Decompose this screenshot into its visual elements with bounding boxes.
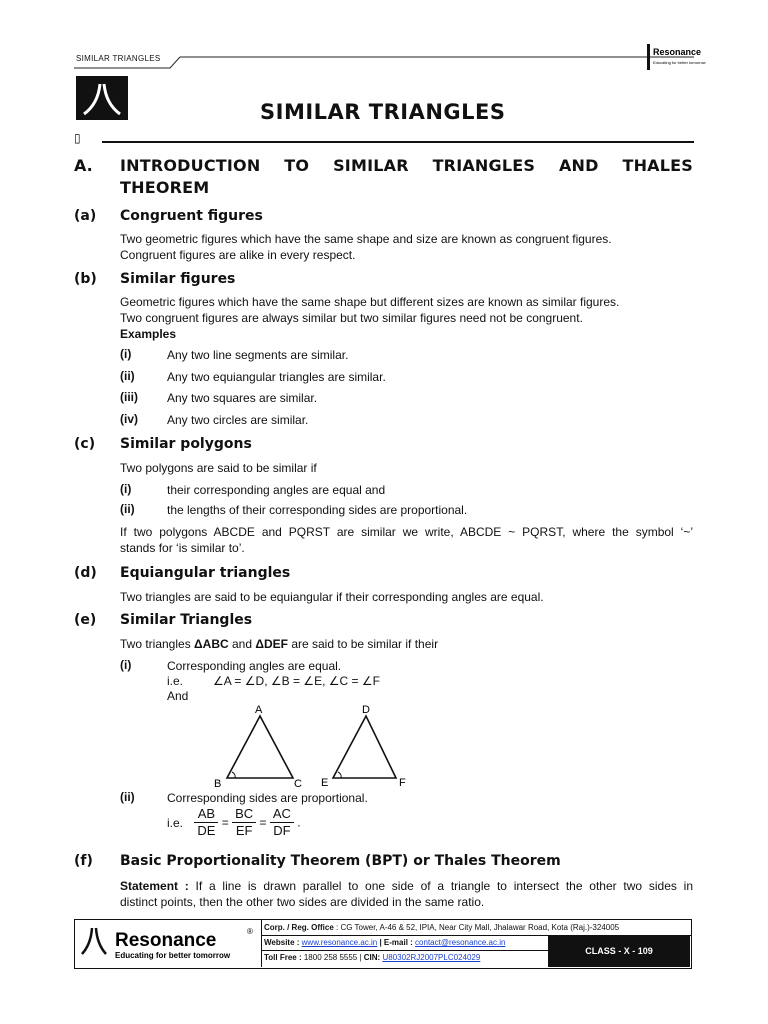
subsection-number: (e) <box>74 612 97 628</box>
footer-web-row: Website : www.resonance.ac.in | E-mail : contact@resonance.ac.in <box>262 936 549 951</box>
email-link[interactable]: contact@resonance.ac.in <box>415 938 506 947</box>
paragraph: Two polygons are said to be similar if <box>120 461 317 475</box>
ie-label: i.e. <box>167 815 184 830</box>
page-title: SIMILAR TRIANGLES <box>260 100 506 124</box>
subsection-title: Similar figures <box>120 271 236 287</box>
title-marker: ▯ <box>74 131 81 145</box>
paragraph: Two congruent figures are always similar but two similar figures need not be congruent. <box>120 311 583 325</box>
paragraph: distinct points, then the other two sides are divided in the same ratio. <box>120 895 485 909</box>
list-number: (i) <box>120 482 132 496</box>
resonance-logo-icon <box>647 44 706 70</box>
header-brand-logo <box>647 44 706 70</box>
paragraph: Two triangles are said to be equiangular if their corresponding angles are equal. <box>120 590 544 604</box>
list-item: Any two squares are similar. <box>167 391 318 405</box>
list-number: (iii) <box>120 390 138 404</box>
triangle-abc-shape <box>227 716 293 778</box>
angle-equalities: ∠A = ∠D, ∠B = ∠E, ∠C = ∠F <box>213 674 380 688</box>
paragraph: stands for ‘is similar to’. <box>120 541 245 555</box>
list-number: (ii) <box>120 369 135 383</box>
list-item: Any two equiangular triangles are similar. <box>167 370 386 384</box>
svg-text:Resonance: Resonance <box>115 930 217 951</box>
resonance-mark-icon <box>76 76 128 120</box>
section-title-line1: INTRODUCTION TO SIMILAR TRIANGLES AND THALES <box>120 156 693 175</box>
fraction-ac-df: $\frac{AC}{DF}$ <box>270 806 294 839</box>
and-label: And <box>167 689 189 703</box>
vertex-label-e: E <box>321 777 329 789</box>
footer-logo <box>75 920 261 967</box>
cin-link[interactable]: U80302RJ2007PLC024029 <box>382 953 481 962</box>
subsection-title: Congruent figures <box>120 208 263 224</box>
ie-label: i.e. <box>167 674 184 688</box>
svg-text:®: ® <box>247 927 253 936</box>
subsection-title: Similar Triangles <box>120 612 253 628</box>
subsection-title: Equiangular triangles <box>120 565 291 581</box>
vertex-label-d: D <box>362 704 370 716</box>
triangle-def: ΔDEF <box>255 637 288 651</box>
subsection-number: (d) <box>74 565 97 581</box>
fraction-bc-ef: $\frac{BC}{EF}$ <box>232 806 256 839</box>
fraction-ab-de: $\frac{AB}{DE}$ <box>194 806 218 839</box>
statement-label: Statement : <box>120 879 189 893</box>
subsection-number: (b) <box>74 271 97 287</box>
paragraph: Geometric figures which have the same shape but different sizes are known as similar figures. <box>120 295 620 309</box>
vertex-label-a: A <box>255 704 263 716</box>
triangle-abc: ΔABC <box>194 637 229 651</box>
list-item: Corresponding sides are proportional. <box>167 791 368 805</box>
subsection-number: (a) <box>74 208 97 224</box>
page-class-badge: CLASS - X - 109 <box>548 935 690 967</box>
paragraph: Two triangles ΔABC and ΔDEF are said to be similar if their <box>120 637 439 651</box>
chapter-logo <box>76 76 128 120</box>
list-number: (ii) <box>120 502 135 516</box>
resonance-logo-icon <box>75 920 261 967</box>
angle-mark-e <box>338 772 341 778</box>
footer-toll-row: Toll Free : 1800 258 5555 | CIN: U80302RJ2007PLC024029 <box>264 953 481 962</box>
paragraph: Statement : If a line is drawn parallel to one side of a triangle to intersect the other two sides in <box>120 879 693 893</box>
subsection-number: (c) <box>74 436 96 452</box>
list-number: (ii) <box>120 790 135 804</box>
subsection-number: (f) <box>74 853 93 869</box>
vertex-label-c: C <box>294 778 302 790</box>
title-rule <box>102 141 694 143</box>
list-number: (i) <box>120 658 132 672</box>
section-number: A. <box>74 156 93 175</box>
running-title: SIMILAR TRIANGLES <box>76 54 161 63</box>
vertex-label-f: F <box>399 777 406 789</box>
subsection-title: Basic Proportionality Theorem (BPT) or Thales Theorem <box>120 853 561 869</box>
header-rule <box>74 55 694 71</box>
website-link[interactable]: www.resonance.ac.in <box>301 938 378 947</box>
paragraph: Two geometric figures which have the same shape and size are known as congruent figures. <box>120 232 612 246</box>
svg-text:Educating for better tomorrow: Educating for better tomorrow <box>115 951 231 960</box>
list-number: (iv) <box>120 412 138 426</box>
angle-mark-b <box>232 772 235 778</box>
svg-text:Educating for better tomorrow: Educating for better tomorrow <box>653 60 706 65</box>
side-ratio-equation: i.e. $\frac{AB}{DE}$ = $\frac{BC}{EF}$ = $\frac{AC}{DF}$ . <box>167 806 301 838</box>
subsection-title: Similar polygons <box>120 436 252 452</box>
footer-corp-row: Corp. / Reg. Office : CG Tower, A-46 & 52, IPIA, Near City Mall, Jhalawar Road, Kota (Raj.)-324005 <box>262 921 691 936</box>
svg-text:Resonance: Resonance <box>653 47 702 57</box>
list-item: the lengths of their corresponding sides are proportional. <box>167 503 468 517</box>
list-item: Any two circles are similar. <box>167 413 309 427</box>
triangle-def-shape <box>333 716 396 778</box>
list-item: their corresponding angles are equal and <box>167 483 386 497</box>
list-item: Corresponding angles are equal. <box>167 659 342 673</box>
vertex-label-b: B <box>214 778 222 790</box>
section-title-line2: THEOREM <box>120 178 210 197</box>
list-number: (i) <box>120 347 132 361</box>
paragraph: Congruent figures are alike in every respect. <box>120 248 356 262</box>
list-item: Any two line segments are similar. <box>167 348 349 362</box>
similar-triangles-figure <box>205 700 415 792</box>
paragraph: If two polygons ABCDE and PQRST are similar we write, ABCDE ~ PQRST, where the symbol ‘~’ <box>120 525 693 539</box>
examples-label: Examples <box>120 327 177 341</box>
